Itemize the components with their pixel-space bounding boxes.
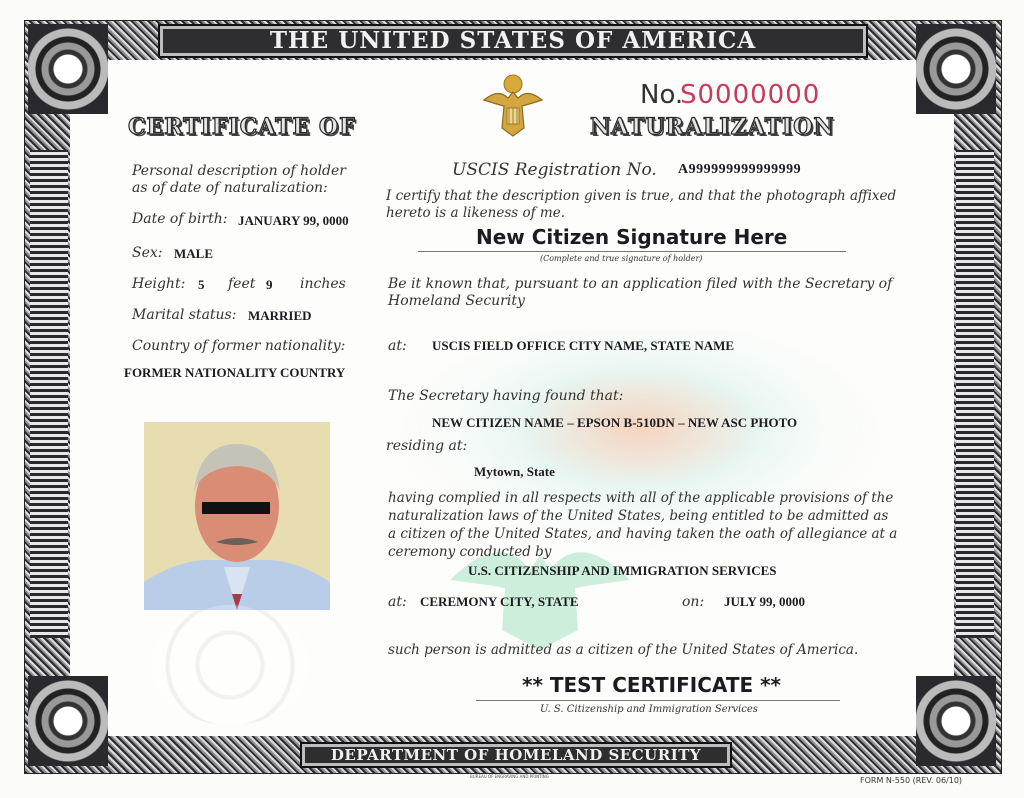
holder-photo	[144, 422, 330, 610]
known-line1: Be it known that, pursuant to an application filed with the Secretary of	[388, 276, 893, 292]
title-naturalization: NATURALIZATION	[590, 114, 835, 140]
complied-line1: having complied in all respects with all of the applicable provisions of the	[388, 490, 894, 506]
agency-caption: U. S. Citizenship and Immigration Services	[540, 704, 758, 715]
registration-number: A999999999999999	[678, 162, 802, 177]
certify-line2: hereto is a likeness of me.	[386, 205, 565, 221]
embossed-seal	[150, 605, 310, 725]
gold-eagle-seal-icon	[478, 70, 548, 140]
marital-status-value: MARRIED	[248, 308, 312, 323]
known-line2: Homeland Security	[388, 293, 525, 309]
field-office-value: USCIS FIELD OFFICE CITY NAME, STATE NAME	[432, 338, 735, 353]
citizen-name-value: NEW CITIZEN NAME – EPSON B-510DN – NEW ASC PHOTO	[432, 415, 798, 430]
signature-caption: (Complete and true signature of holder)	[540, 254, 703, 263]
dob-value: JANUARY 99, 0000	[238, 213, 349, 228]
sex-value: MALE	[174, 246, 213, 261]
holder-heading-line2: as of date of naturalization:	[132, 180, 328, 196]
height-feet-value: 5	[198, 277, 205, 292]
form-identifier: FORM N-550 (REV. 06/10)	[860, 776, 963, 785]
corner-ornament-bottom-right	[916, 676, 996, 766]
complied-line4: ceremony conducted by	[388, 544, 552, 560]
sex-label: Sex:	[132, 245, 163, 261]
feet-label: feet	[228, 276, 256, 292]
official-signature-line	[476, 700, 840, 701]
secretary-line: The Secretary having found that:	[388, 388, 624, 404]
certify-line1: I certify that the description given is true, and that the photograph affixed	[386, 188, 897, 204]
signature-line	[418, 251, 846, 252]
ceremony-location-value: CEREMONY CITY, STATE	[420, 594, 579, 609]
test-certificate-banner: ** TEST CERTIFICATE **	[522, 673, 782, 697]
country-value: FORMER NATIONALITY COUNTRY	[124, 365, 346, 380]
ceremony-date-value: JULY 99, 0000	[724, 594, 806, 609]
holder-heading-line1: Personal description of holder	[132, 163, 346, 179]
right-guilloche	[956, 150, 994, 638]
dob-label: Date of birth:	[132, 211, 228, 227]
left-guilloche	[30, 150, 68, 638]
corner-ornament-top-left	[28, 24, 108, 114]
residence-value: Mytown, State	[474, 464, 555, 479]
marital-status-label: Marital status:	[132, 307, 237, 323]
header-banner: THE UNITED STATES OF AMERICA	[158, 24, 868, 58]
holder-signature: New Citizen Signature Here	[476, 225, 788, 249]
registration-label: USCIS Registration No.	[452, 160, 657, 180]
certificate-number: S0000000	[680, 80, 821, 110]
height-inches-value: 9	[266, 277, 273, 292]
ceremony-agency-value: U.S. CITIZENSHIP AND IMMIGRATION SERVICES	[468, 563, 777, 578]
ceremony-on-label: on:	[682, 594, 705, 610]
title-certificate-of: CERTIFICATE OF	[128, 114, 356, 140]
certificate-number-label: No.	[640, 80, 684, 110]
office-at-label: at:	[388, 338, 407, 354]
footer-banner: DEPARTMENT OF HOMELAND SECURITY	[300, 742, 732, 768]
ceremony-at-label: at:	[388, 594, 407, 610]
printer-imprint: BUREAU OF ENGRAVING AND PRINTING	[470, 774, 549, 779]
corner-ornament-bottom-left	[28, 676, 108, 766]
complied-line3: a citizen of the United States, and having taken the oath of allegiance at a	[388, 526, 898, 542]
admitted-line: such person is admitted as a citizen of the United States of America.	[388, 642, 859, 658]
inches-label: inches	[300, 276, 346, 292]
complied-line2: naturalization laws of the United States, being entitled to be admitted as	[388, 508, 889, 524]
country-label: Country of former nationality:	[132, 338, 346, 354]
height-label: Height:	[132, 276, 186, 292]
corner-ornament-top-right	[916, 24, 996, 114]
residing-label: residing at:	[386, 438, 468, 454]
